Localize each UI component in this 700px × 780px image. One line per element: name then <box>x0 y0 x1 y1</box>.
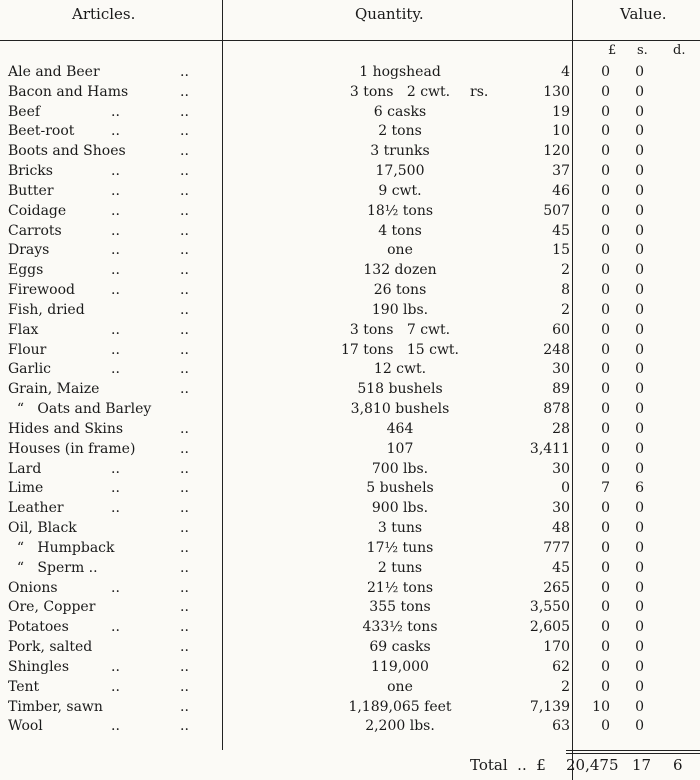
table-row <box>0 380 700 400</box>
quantity-value: 2 tons <box>378 123 422 140</box>
value-shillings: 0 <box>601 420 610 437</box>
table-row <box>0 559 700 579</box>
value-pounds: 170 <box>543 639 570 656</box>
value-pence: 0 <box>635 599 644 616</box>
leader-dots: .. <box>111 579 120 596</box>
leader-dots: .. <box>180 182 189 199</box>
leader-dots: .. <box>180 123 189 140</box>
leader-dots: .. <box>111 163 120 180</box>
article-name: “ Sperm .. <box>8 559 98 576</box>
leader-dots: .. <box>180 718 189 735</box>
leader-dots: .. <box>111 460 120 477</box>
total-rule-double <box>566 753 700 754</box>
value-pounds: 63 <box>552 718 570 735</box>
table-row <box>0 658 700 678</box>
value-shillings: 0 <box>601 381 610 398</box>
value-pounds: 30 <box>552 500 570 517</box>
article-name: Potatoes <box>8 619 69 636</box>
value-pounds: 46 <box>552 182 570 199</box>
article-name: Grain, Maize <box>8 381 100 398</box>
leader-dots: .. <box>180 103 189 120</box>
value-pence: 0 <box>635 262 644 279</box>
value-pence: 0 <box>635 182 644 199</box>
leader-dots: .. <box>180 64 189 80</box>
value-pounds: 30 <box>552 361 570 378</box>
quantity-value: 107 <box>386 440 414 457</box>
table-row <box>0 341 700 361</box>
leader-dots: .. <box>180 520 189 537</box>
value-shillings: 0 <box>601 143 610 160</box>
quantity-value: 3 trunks <box>370 143 430 160</box>
value-pence: 0 <box>635 520 644 537</box>
article-name: Tent <box>8 678 40 695</box>
leader-dots: .. <box>111 242 120 259</box>
value-shillings: 10 <box>592 698 610 715</box>
table-row <box>0 162 700 182</box>
quantity-value: 433½ tons <box>362 619 438 636</box>
value-shillings: 0 <box>601 123 610 140</box>
leader-dots: .. <box>180 420 189 437</box>
value-pence: 0 <box>635 321 644 338</box>
value-pence: 0 <box>635 282 644 299</box>
value-shillings: 0 <box>601 282 610 299</box>
value-pounds: 2 <box>561 301 570 318</box>
article-name: Pork, salted <box>8 639 93 656</box>
value-pence: 0 <box>635 381 644 398</box>
leader-dots: .. <box>111 262 120 279</box>
total-row <box>0 756 700 778</box>
total-pounds: 20,475 <box>566 756 619 774</box>
quantity-value: 3 tons 2 cwt. <box>349 83 451 100</box>
value-pounds: 0 <box>561 480 570 497</box>
table-row <box>0 222 700 242</box>
table-row <box>0 519 700 539</box>
value-pounds: 30 <box>552 460 570 477</box>
table-row <box>0 400 700 420</box>
value-pounds: 2 <box>561 678 570 695</box>
leader-dots: .. <box>180 658 189 675</box>
value-pounds: 28 <box>552 420 570 437</box>
value-pounds: 2 <box>561 262 570 279</box>
quantity-value: 3 tons 7 cwt. <box>349 321 451 338</box>
table-row <box>0 698 700 718</box>
article-name: Coidage <box>8 202 67 219</box>
value-pounds: 2,605 <box>529 619 570 636</box>
table-row <box>0 301 700 321</box>
leader-dots: .. <box>111 222 120 239</box>
quantity-value: 69 casks <box>369 639 431 656</box>
leader-dots: .. <box>180 341 189 358</box>
table-row <box>0 281 700 301</box>
quantity-value: 6 casks <box>373 103 427 120</box>
value-shillings: 0 <box>601 579 610 596</box>
quantity-value: 9 cwt. <box>378 182 422 199</box>
value-pence: 0 <box>635 500 644 517</box>
article-name: Houses (in frame) <box>8 440 136 457</box>
article-name: Flour <box>8 341 47 358</box>
leader-dots: .. <box>180 678 189 695</box>
value-shillings: 0 <box>601 83 610 100</box>
leader-dots: .. <box>180 163 189 180</box>
value-pounds: 45 <box>552 222 570 239</box>
value-shillings: 0 <box>601 341 610 358</box>
value-pence: 0 <box>635 658 644 675</box>
header-rule <box>0 40 700 41</box>
leader-dots: .. <box>180 361 189 378</box>
quantity-heading: Quantity. <box>355 5 424 23</box>
value-shillings: 0 <box>601 103 610 120</box>
value-pounds: 60 <box>552 321 570 338</box>
quantity-value: 5 bushels <box>366 480 434 497</box>
value-shillings: 0 <box>601 678 610 695</box>
quantity-value: 17,500 <box>375 163 425 180</box>
value-shillings: 0 <box>601 658 610 675</box>
leader-dots: .. <box>111 341 120 358</box>
article-name: Boots and Shoes <box>8 143 126 160</box>
pence-unit: d. <box>673 43 686 58</box>
value-shillings: 0 <box>601 639 610 656</box>
article-name: Eggs <box>8 262 44 279</box>
value-pounds: 15 <box>552 242 570 259</box>
value-pence: 0 <box>635 579 644 596</box>
quantity-value: 2,200 lbs. <box>365 718 435 735</box>
article-name: Fish, dried <box>8 301 85 318</box>
quantity-value: 17½ tuns <box>366 539 434 556</box>
total-shillings: 17 <box>632 756 652 774</box>
leader-dots: .. <box>180 381 189 398</box>
table-row <box>0 440 700 460</box>
leader-dots: .. <box>180 242 189 259</box>
value-pence: 0 <box>635 83 644 100</box>
value-pence: 6 <box>635 480 644 497</box>
value-pounds: 3,550 <box>529 599 570 616</box>
leader-dots: .. <box>180 559 189 576</box>
value-shillings: 0 <box>601 619 610 636</box>
leader-dots: .. <box>111 123 120 140</box>
value-shillings: 0 <box>601 321 610 338</box>
value-pounds: 507 <box>543 202 570 219</box>
leader-dots: .. <box>111 182 120 199</box>
table-row <box>0 598 700 618</box>
value-pence: 0 <box>635 341 644 358</box>
value-pence: 0 <box>635 64 644 80</box>
leader-dots: .. <box>111 361 120 378</box>
value-shillings: 0 <box>601 222 610 239</box>
leader-dots: .. <box>180 619 189 636</box>
leader-dots: .. <box>180 480 189 497</box>
article-name: “ Humpback <box>8 539 115 556</box>
article-name: Ale and Beer <box>8 64 100 80</box>
value-pence: 0 <box>635 202 644 219</box>
leader-dots: .. <box>111 480 120 497</box>
leader-dots: .. <box>111 619 120 636</box>
leader-dots: .. <box>180 262 189 279</box>
quantity-value: 4 tons <box>378 222 422 239</box>
quantity-value: 3,810 bushels <box>350 401 450 418</box>
shillings-unit: s. <box>637 43 648 58</box>
value-pence: 0 <box>635 639 644 656</box>
value-pence: 0 <box>635 222 644 239</box>
value-pounds: 48 <box>552 520 570 537</box>
quantity-value: 119,000 <box>371 658 429 675</box>
table-row <box>0 420 700 440</box>
total-pence: 6 <box>673 756 683 774</box>
table-row <box>0 678 700 698</box>
article-name: Ore, Copper <box>8 599 96 616</box>
leader-dots: .. <box>180 301 189 318</box>
quantity-value: 132 dozen <box>363 262 437 279</box>
leader-dots: .. <box>180 321 189 338</box>
table-row <box>0 499 700 519</box>
quantity-value: 355 tons <box>369 599 431 616</box>
value-pounds: 8 <box>561 282 570 299</box>
leader-dots: .. <box>180 698 189 715</box>
quantity-value: 17 tons 15 cwt. <box>340 341 460 358</box>
value-pounds: 62 <box>552 658 570 675</box>
quantity-value: 3 tuns <box>377 520 423 537</box>
article-name: Carrots <box>8 222 62 239</box>
table-row <box>0 122 700 142</box>
total-rule <box>566 750 700 751</box>
leader-dots: .. <box>180 639 189 656</box>
value-pence: 0 <box>635 163 644 180</box>
leader-dots: .. <box>180 500 189 517</box>
value-pence: 0 <box>635 420 644 437</box>
table-row <box>0 83 700 103</box>
value-shillings: 0 <box>601 718 610 735</box>
articles-heading: Articles. <box>72 5 136 23</box>
table-header <box>0 0 700 40</box>
value-pence: 0 <box>635 559 644 576</box>
article-name: Leather <box>8 500 64 517</box>
article-name: Timber, sawn <box>8 698 103 715</box>
value-pence: 0 <box>635 301 644 318</box>
article-name: Beef <box>8 103 41 120</box>
value-pounds: 45 <box>552 559 570 576</box>
article-name: Drays <box>8 242 50 259</box>
value-shillings: 0 <box>601 182 610 199</box>
article-name: Oil, Black <box>8 520 77 537</box>
value-shillings: 0 <box>601 64 610 80</box>
value-shillings: 0 <box>601 599 610 616</box>
value-shillings: 7 <box>601 480 610 497</box>
table-row <box>0 360 700 380</box>
value-pounds: 10 <box>552 123 570 140</box>
value-pence: 0 <box>635 539 644 556</box>
leader-dots: .. <box>111 500 120 517</box>
article-name: Firewood <box>8 282 75 299</box>
table-row <box>0 321 700 341</box>
value-pounds: 248 <box>543 341 570 358</box>
leader-dots: .. <box>180 282 189 299</box>
value-shillings: 0 <box>601 500 610 517</box>
leader-dots: .. <box>180 83 189 100</box>
table-row <box>0 202 700 222</box>
article-name: “ Oats and Barley <box>8 401 152 418</box>
quantity-value: 700 lbs. <box>371 460 429 477</box>
article-name: Shingles <box>8 658 70 675</box>
leader-dots: .. <box>111 658 120 675</box>
table-row <box>0 717 700 737</box>
value-pounds: 3,411 <box>529 440 570 457</box>
leader-dots: .. <box>111 103 120 120</box>
value-shillings: 0 <box>601 301 610 318</box>
value-pence: 0 <box>635 242 644 259</box>
value-pounds: 19 <box>552 103 570 120</box>
quantity-value: one <box>387 678 413 695</box>
leader-dots: .. <box>180 202 189 219</box>
article-name: Hides and Skins <box>8 420 124 437</box>
value-shillings: 0 <box>601 242 610 259</box>
quantity-value: 518 bushels <box>357 381 443 398</box>
article-name: Lard <box>8 460 42 477</box>
quantity-value: 2 tuns <box>377 559 423 576</box>
table-row <box>0 103 700 123</box>
article-name: Lime <box>8 480 44 497</box>
value-shillings: 0 <box>601 401 610 418</box>
leader-dots: .. <box>180 143 189 160</box>
quantity-value: 21½ tons <box>366 579 434 596</box>
article-name: Bacon and Hams <box>8 83 129 100</box>
value-shillings: 0 <box>601 520 610 537</box>
value-shillings: 0 <box>601 460 610 477</box>
value-shillings: 0 <box>601 539 610 556</box>
value-shillings: 0 <box>601 163 610 180</box>
quantity-value: 464 <box>386 420 414 437</box>
value-pounds: 120 <box>543 143 570 160</box>
quantity-value: 1,189,065 feet <box>348 698 452 715</box>
table-row <box>0 460 700 480</box>
value-shillings: 0 <box>601 202 610 219</box>
table-row <box>0 579 700 599</box>
value-pence: 0 <box>635 678 644 695</box>
value-pence: 0 <box>635 361 644 378</box>
stray-mark: rs. <box>470 83 489 100</box>
table-row <box>0 142 700 162</box>
leader-dots: .. <box>111 678 120 695</box>
value-pounds: 89 <box>552 381 570 398</box>
value-pence: 0 <box>635 460 644 477</box>
quantity-value: 900 lbs. <box>371 500 429 517</box>
value-shillings: 0 <box>601 559 610 576</box>
value-pence: 0 <box>635 619 644 636</box>
leader-dots: .. <box>180 539 189 556</box>
article-name: Flax <box>8 321 39 338</box>
table-row <box>0 182 700 202</box>
leader-dots: .. <box>111 202 120 219</box>
value-shillings: 0 <box>601 262 610 279</box>
quantity-value: 18½ tons <box>366 202 434 219</box>
leader-dots: .. <box>111 718 120 735</box>
leader-dots: .. <box>180 222 189 239</box>
leader-dots: .. <box>180 599 189 616</box>
quantity-value: 12 cwt. <box>373 361 427 378</box>
value-pence: 0 <box>635 718 644 735</box>
article-name: Onions <box>8 579 58 596</box>
leader-dots: .. <box>180 579 189 596</box>
article-name: Butter <box>8 182 54 199</box>
table-row <box>0 638 700 658</box>
value-pence: 0 <box>635 143 644 160</box>
value-pounds: 878 <box>543 401 570 418</box>
table-body <box>0 63 700 737</box>
quantity-value: 1 hogshead <box>359 64 441 80</box>
value-pounds: 37 <box>552 163 570 180</box>
quantity-value: one <box>387 242 413 259</box>
value-pounds: 265 <box>543 579 570 596</box>
value-pence: 0 <box>635 440 644 457</box>
value-pounds: 130 <box>543 83 570 100</box>
value-pounds: 7,139 <box>529 698 570 715</box>
leader-dots: .. <box>111 321 120 338</box>
pounds-unit: £ <box>608 43 617 58</box>
value-pence: 0 <box>635 698 644 715</box>
table-row <box>0 539 700 559</box>
table-row <box>0 241 700 261</box>
article-name: Garlic <box>8 361 52 378</box>
value-pence: 0 <box>635 401 644 418</box>
quantity-value: 190 lbs. <box>371 301 429 318</box>
value-shillings: 0 <box>601 361 610 378</box>
value-pounds: 4 <box>561 64 570 80</box>
leader-dots: .. <box>111 282 120 299</box>
article-name: Bricks <box>8 163 53 180</box>
table-row <box>0 261 700 281</box>
total-label: Total .. £ <box>470 756 546 774</box>
value-pence: 0 <box>635 103 644 120</box>
table-row <box>0 618 700 638</box>
value-pounds: 777 <box>543 539 570 556</box>
value-pence: 0 <box>635 123 644 140</box>
leader-dots: .. <box>180 460 189 477</box>
table-row <box>0 479 700 499</box>
leader-dots: .. <box>180 440 189 457</box>
quantity-value: 26 tons <box>373 282 427 299</box>
value-heading: Value. <box>620 5 667 23</box>
article-name: Wool <box>8 718 43 735</box>
value-shillings: 0 <box>601 440 610 457</box>
article-name: Beet-root <box>8 123 75 140</box>
table-row <box>0 63 700 83</box>
